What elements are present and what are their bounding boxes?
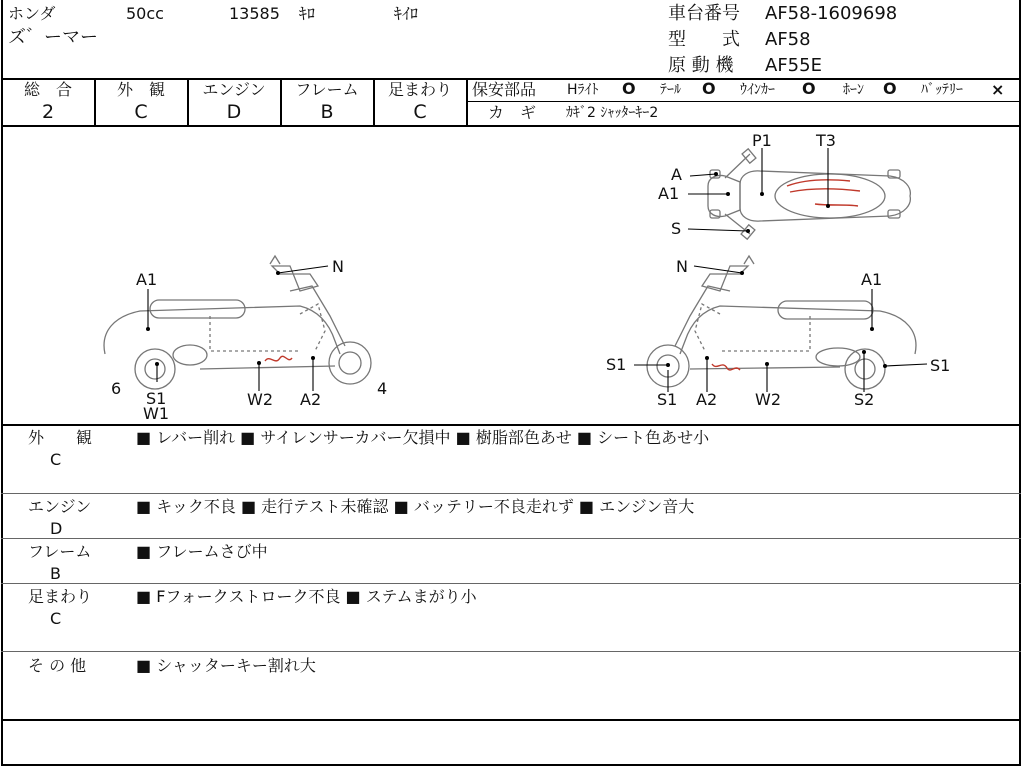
note-text-frame: ■ フレームさび中 xyxy=(136,542,268,561)
grade-header-frame: フレーム xyxy=(295,80,359,99)
displacement: 50cc xyxy=(126,4,164,23)
engine-model-value: AF55E xyxy=(765,55,822,76)
maker: ホンダ xyxy=(8,4,56,23)
safety-winker-mark: O xyxy=(802,79,816,98)
diagram-label-t3: T3 xyxy=(816,131,836,150)
mileage: 13585 xyxy=(229,4,280,23)
grade-overall: 2 xyxy=(41,101,55,123)
diagram-label-a1-right: A1 xyxy=(861,270,883,289)
safety-battery-mark: × xyxy=(991,80,1005,99)
diagram-label-w2-right: W2 xyxy=(755,390,781,409)
diagram-label-w1: W1 xyxy=(143,404,169,423)
engine-model-label: 原 動 機 xyxy=(668,55,734,76)
diagram-label-n-left: N xyxy=(332,257,344,276)
diagram-label-w2-left: W2 xyxy=(247,390,273,409)
mileage-note: ｷｲﾛ xyxy=(394,4,419,23)
divider xyxy=(1,424,1021,426)
scooter-top-view xyxy=(708,149,910,239)
diagram-label-a: A xyxy=(671,165,682,184)
note-category-label: エンジン xyxy=(28,497,92,516)
note-category-label: 足まわり xyxy=(28,587,93,606)
note-category-exterior xyxy=(28,427,108,471)
grade-frame: B xyxy=(320,101,334,123)
model-name: ズ゛ーマー xyxy=(8,27,98,48)
safety-headlight-label: Hﾗｲﾄ xyxy=(567,82,599,98)
note-category-label: フレーム xyxy=(28,542,92,561)
divider xyxy=(1,719,1021,721)
grade-header-exterior: 外 観 xyxy=(116,80,165,99)
safety-horn-label: ﾎｰﾝ xyxy=(843,82,864,98)
diagram-label-a2-left: A2 xyxy=(300,390,322,409)
diagram-label-s1-left: S1 xyxy=(146,389,167,408)
diagram-label-a1-top: A1 xyxy=(658,184,680,203)
diagram-label-s-top: S xyxy=(671,219,682,238)
type-label: 型 式 xyxy=(668,29,740,50)
note-text-exterior: ■ レバー削れ ■ サイレンサーカバー欠損中 ■ 樹脂部色あせ ■ シート色あせ小 xyxy=(136,428,710,447)
diagram-label-a1-left: A1 xyxy=(136,270,158,289)
note-category-label: そ の 他 xyxy=(28,656,87,675)
note-category-grade: D xyxy=(50,519,63,538)
note-category-other xyxy=(28,655,108,677)
diagram-label-p1: P1 xyxy=(752,131,772,150)
divider xyxy=(1,583,1021,584)
mileage-unit: ｷﾛ xyxy=(299,4,316,23)
key-label: カ ギ xyxy=(488,103,537,122)
diagram-label-n-right: N xyxy=(676,257,688,276)
divider xyxy=(1,651,1021,652)
safety-headlight-mark: O xyxy=(622,79,636,98)
diagram-label-a2-right: A2 xyxy=(696,390,718,409)
frame-number: AF58-1609698 xyxy=(765,3,898,24)
type-value: AF58 xyxy=(765,29,811,50)
grade-header-suspension: 足まわり xyxy=(387,80,452,99)
note-category-label: 外 観 xyxy=(28,428,93,447)
divider xyxy=(1,493,1021,494)
note-category-grade: B xyxy=(50,564,61,583)
safety-winker-label: ｳｲﾝｶｰ xyxy=(740,82,775,98)
frame-number-label: 車台番号 xyxy=(668,3,740,24)
note-category-grade: C xyxy=(50,609,62,628)
note-text-other: ■ シャッターキー割れ大 xyxy=(136,656,316,675)
divider xyxy=(466,78,468,126)
diagram-label-s1-right-right: S1 xyxy=(930,356,951,375)
note-text-suspension: ■ Fフォークストローク不良 ■ ステムまがり小 xyxy=(136,587,477,606)
diagram-label-s1-right-bottom: S1 xyxy=(657,390,678,409)
safety-battery-label: ﾊﾞｯﾃﾘｰ xyxy=(921,82,963,98)
note-category-frame xyxy=(28,541,108,585)
safety-label: 保安部品 xyxy=(472,80,537,99)
safety-horn-mark: O xyxy=(883,79,897,98)
note-category-suspension xyxy=(28,586,108,630)
grade-engine: D xyxy=(226,101,242,123)
grade-header-engine: エンジン xyxy=(202,80,266,99)
diagram-label-4: 4 xyxy=(377,379,388,398)
grade-header-overall: 総 合 xyxy=(23,80,72,99)
divider xyxy=(466,101,1021,102)
safety-tail-label: ﾃｰﾙ xyxy=(660,82,681,98)
diagram-label-s1-right-left: S1 xyxy=(606,355,627,374)
diagram-label-s2: S2 xyxy=(854,390,875,409)
safety-tail-mark: O xyxy=(702,79,716,98)
note-category-engine xyxy=(28,496,108,540)
grade-exterior: C xyxy=(134,101,148,123)
diagram-label-6: 6 xyxy=(111,379,122,398)
divider xyxy=(1,538,1021,539)
grade-suspension: C xyxy=(413,101,427,123)
note-text-engine: ■ キック不良 ■ 走行テスト未確認 ■ バッテリー不良走れず ■ エンジン音大 xyxy=(136,497,695,516)
key-value: ｶｷﾞ2 ｼｬｯﾀｰｷｰ2 xyxy=(566,105,659,121)
note-category-grade: C xyxy=(50,450,62,469)
